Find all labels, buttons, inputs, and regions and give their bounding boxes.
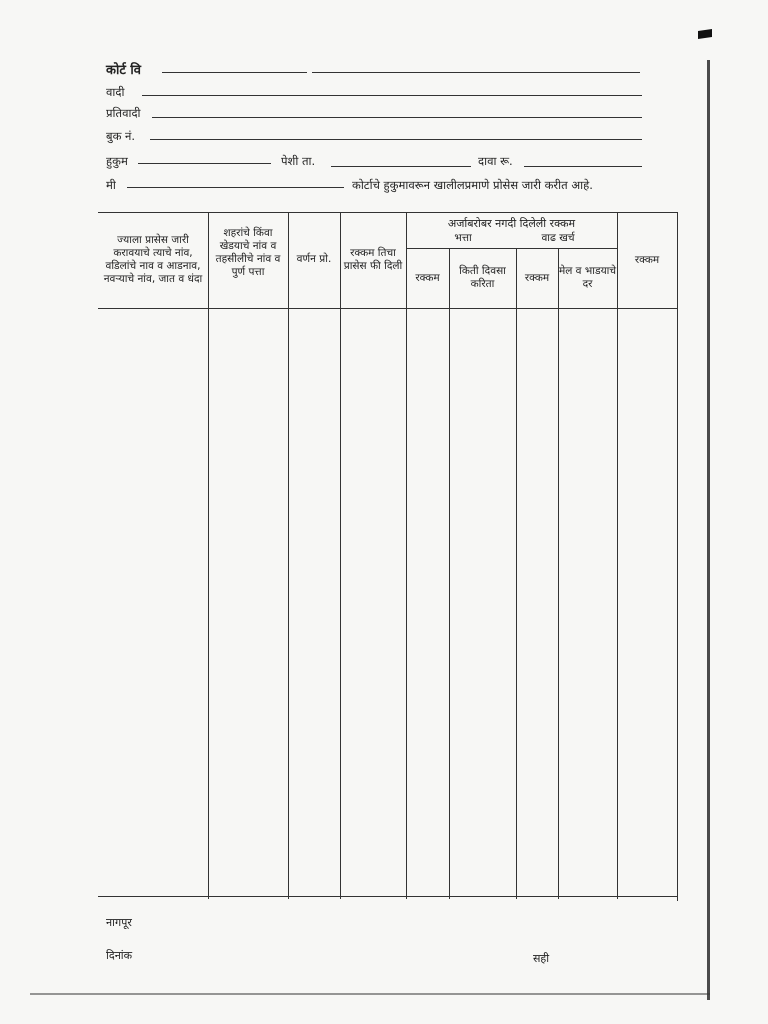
- header-bottom-rule: [98, 308, 677, 309]
- col-extra-amount-header: रक्कम: [524, 271, 550, 284]
- col-process-fee-header: रक्कम तिचा प्रासेस फी दिली: [343, 246, 403, 272]
- date-label: दिनांक: [106, 949, 133, 962]
- place-label: नागपूर: [106, 916, 132, 929]
- table-divider: [208, 213, 209, 899]
- col-allowance-amount-header: रक्कम: [415, 271, 440, 284]
- claim-amount-label: दावा रू.: [478, 154, 513, 168]
- table-divider: [288, 213, 289, 899]
- group-allowance-header: भत्ता: [454, 231, 472, 244]
- process-statement: कोर्टाचे हुकुमावरून खालीलप्रमाणे प्रोसेस जारी करीत आहे.: [352, 178, 593, 192]
- hearing-date-label: पेशी ता.: [281, 154, 316, 168]
- col-address-header: शहरांचे किंवा खेडयाचे नांव व तहसीलीचे नांव व पुर्ण पत्ता: [215, 227, 281, 278]
- book-no-label: बुक नं.: [106, 129, 136, 143]
- scan-edge-bottom: [30, 993, 710, 995]
- defendant-label: प्रतिवादी: [106, 106, 141, 120]
- table-bottom-rule: [98, 896, 678, 897]
- scan-edge: [707, 60, 710, 1000]
- table-divider: [449, 248, 450, 899]
- process-table: [98, 212, 678, 901]
- table-divider: [558, 248, 559, 899]
- col-description-header: वर्णन प्रो.: [296, 253, 332, 265]
- table-divider: [617, 213, 618, 899]
- group-cash-header: अर्जाबरोबर नगदी दिलेली रक्कम: [447, 216, 576, 230]
- table-divider: [340, 213, 341, 899]
- col-total-amount-header: रक्कम: [634, 254, 660, 266]
- table-divider: [406, 213, 407, 899]
- scan-mark: [698, 29, 712, 39]
- col-name-header: ज्याला प्रासेस जारी करावयाचे त्याचे नांव, वडिलांचे नाव व आडनाव, नवऱ्याचे नांव, जात व धंदा: [103, 233, 203, 285]
- court-label: कोर्ट वि: [106, 63, 142, 78]
- col-days-header: किती दिवसा करिता: [459, 265, 506, 290]
- plaintiff-label: वादी: [106, 85, 125, 99]
- group-extra-cost-header: वाढ खर्च: [541, 231, 575, 244]
- signature-label: सही: [533, 952, 550, 965]
- order-label: हुकुम: [106, 154, 128, 168]
- col-mail-fare-header: मेल व भाडयाचे दर: [558, 265, 617, 290]
- table-divider: [516, 248, 517, 899]
- i-label: मी: [106, 178, 116, 192]
